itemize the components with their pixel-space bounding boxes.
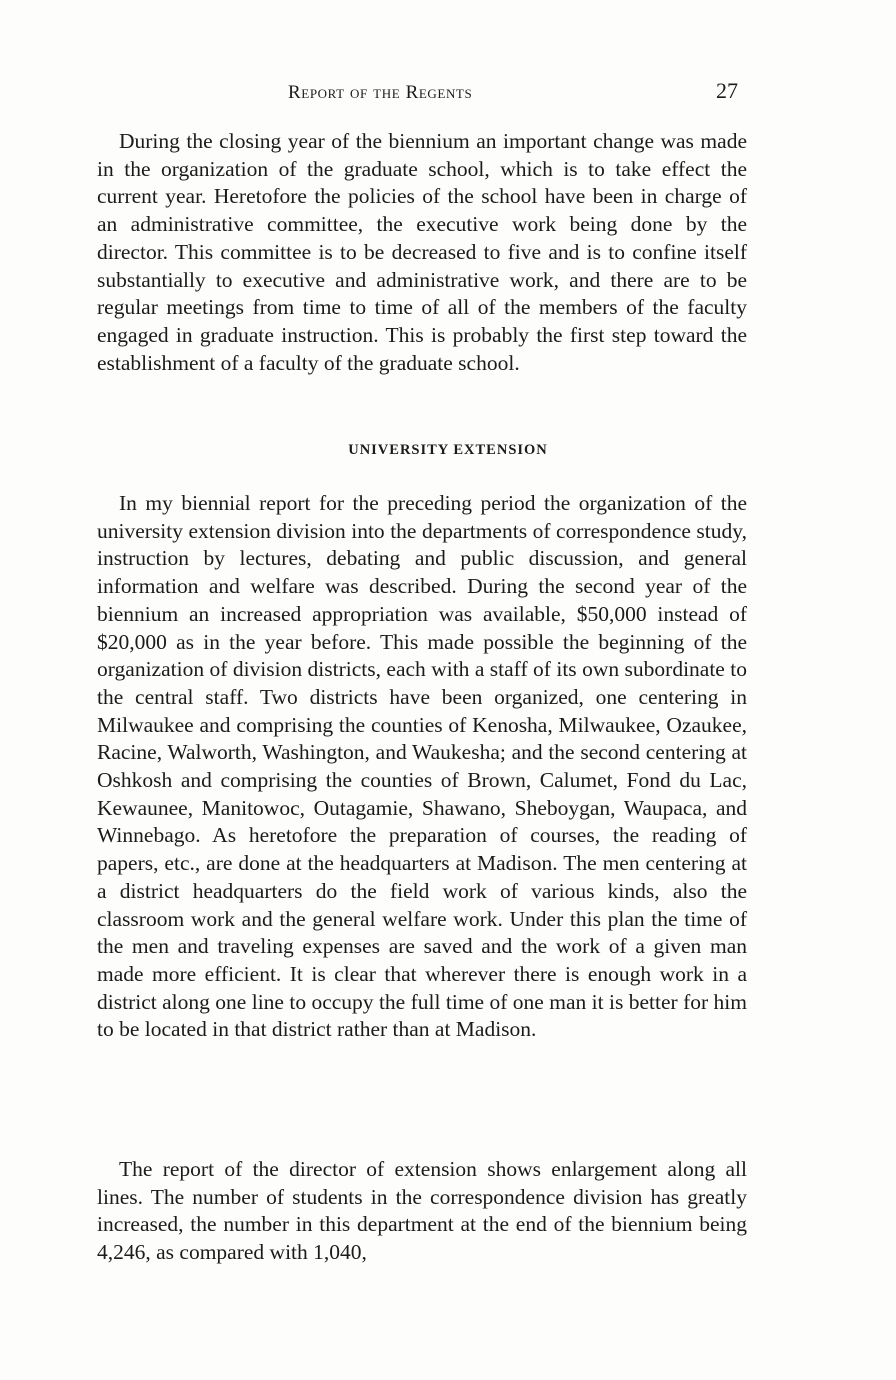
running-title: Report of the Regents [288,82,473,103]
page-number: 27 [716,78,738,103]
running-header [0,78,896,108]
section-heading: UNIVERSITY EXTENSION [348,442,548,458]
body-paragraph: In my biennial report for the preceding period the organization of the university extension division into the departments of correspondence study, instruction by lectures, debating and public discussion, and general information and welfare was described. During the second year of the biennium an increased appropriation was available, $50,000 instead of $20,000 as in the year before. This made possible the beginning of the organization of division districts, each with a staff of its own subordinate to the central staff. Two districts have been organized, one centering in Milwaukee and comprising the counties of Kenosha, Milwaukee, Ozaukee, Racine, Walworth, Washington, and Waukesha; and the second centering at Oshkosh and comprising the counties of Brown, Calumet, Fond du Lac, Kewaunee, Manitowoc, Outagamie, Shawano, Sheboygan, Waupaca, and Winnebago. As heretofore the preparation of courses, the reading of papers, etc., are done at the headquarters at Madison. The men centering at a district headquarters do the field work of various kinds, also the classroom work and the general welfare work. Under this plan the time of the men and traveling expenses are saved and the work of a given man made more efficient. It is clear that wherever there is enough work in a district along one line to occupy the full time of one man it is better for him to be located in that district rather than at Madison. [97,491,747,1042]
body-paragraph: During the closing year of the biennium an important change was made in the organization of the graduate school, which is to take effect the current year. Heretofore the policies of the school have been in charge of an administrative committee, the executive work being done by the director. This committee is to be decreased to five and is to confine itself substantially to executive and administrative work, and there are to be regular meetings from time to time of all of the members of the faculty engaged in graduate instruction. This is probably the first step toward the establishment of a faculty of the graduate school. [97,129,747,375]
university-extension-continued [97,1156,747,1267]
graduate-school-section [97,128,747,377]
body-paragraph: The report of the director of extension shows enlargement along all lines. The number of students in the correspondence division has greatly increased, the number in this department at the end of the biennium being 4,246, as compared with 1,040, [97,1157,747,1265]
university-extension-section [97,490,747,1044]
